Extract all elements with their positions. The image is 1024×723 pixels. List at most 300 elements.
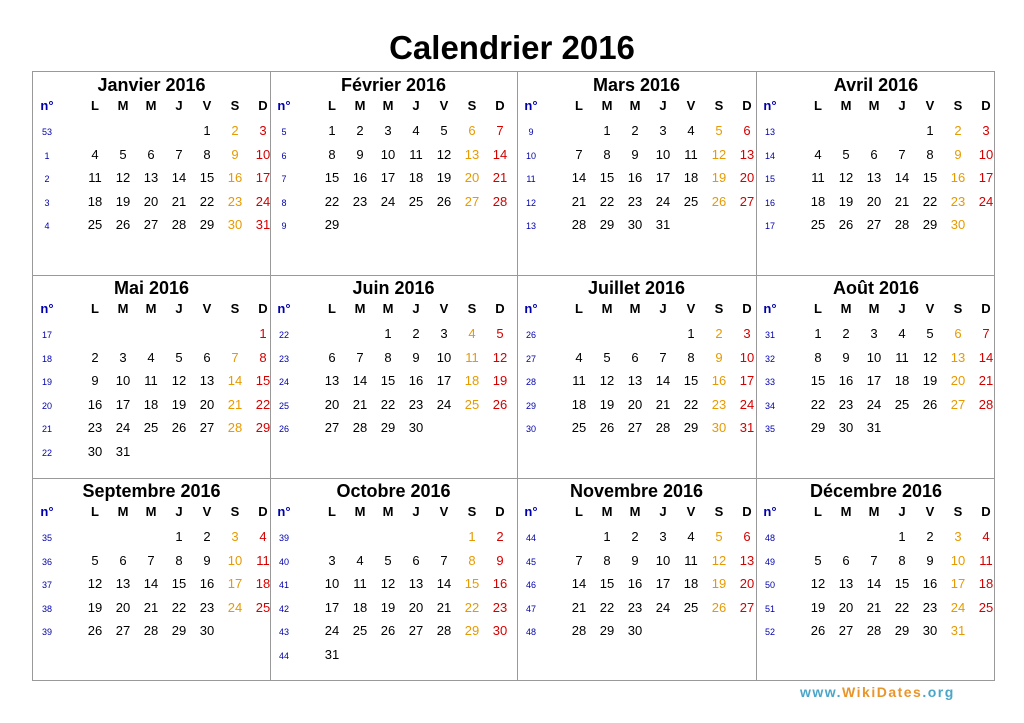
week-number: 17 [41, 330, 52, 340]
weekday-header: J [659, 301, 667, 316]
day-cell: 14 [978, 349, 994, 365]
day-cell: 15 [324, 170, 340, 185]
day-cell: 16 [922, 576, 938, 591]
weekday-header: S [714, 98, 724, 113]
day-cell: 25 [810, 217, 826, 232]
day-cell: 31 [255, 217, 271, 232]
day-cell: 2 [842, 326, 850, 341]
day-cell: 19 [171, 396, 187, 412]
week-number: 40 [278, 556, 289, 567]
week-number: 3 [44, 197, 50, 208]
day-cell: 7 [356, 349, 364, 365]
month-title: Août 2016 [832, 278, 920, 298]
weekday-header: D [495, 98, 505, 113]
week-number: 46 [525, 580, 536, 590]
day-cell: 18 [683, 576, 699, 591]
day-cell: 18 [408, 170, 424, 185]
day-cell: 1 [603, 123, 611, 138]
day-cell: 15 [922, 170, 938, 185]
day-cell: 13 [739, 146, 755, 162]
month-title: Juillet 2016 [587, 278, 686, 298]
month-title: Avril 2016 [833, 75, 919, 95]
day-cell: 25 [143, 420, 159, 435]
week-number: 32 [764, 353, 775, 364]
day-cell: 14 [894, 170, 910, 185]
day-cell: 18 [894, 373, 910, 388]
weekday-header: J [659, 98, 667, 113]
weekday-header: M [601, 504, 613, 519]
week-number: 1 [44, 150, 50, 161]
week-number: 48 [525, 627, 536, 637]
day-cell: 1 [328, 123, 336, 138]
weekday-header: L [575, 504, 583, 519]
day-cell: 11 [895, 349, 909, 365]
day-cell: 24 [655, 193, 671, 209]
weekday-header: V [686, 98, 696, 113]
day-cell: 3 [870, 326, 878, 341]
day-cell: 16 [627, 170, 643, 185]
week-number: 21 [41, 424, 52, 434]
week-number: 48 [764, 533, 775, 543]
weekday-header: V [925, 301, 935, 316]
day-cell: 6 [743, 123, 751, 138]
month-block [270, 275, 517, 478]
day-cell: 10 [739, 349, 755, 365]
weekday-header: L [814, 301, 822, 316]
day-cell: 20 [115, 599, 131, 615]
day-cell: 16 [87, 396, 103, 412]
day-cell: 10 [655, 552, 671, 568]
day-cell: 28 [571, 217, 587, 232]
day-cell: 20 [143, 193, 159, 209]
day-cell: 27 [324, 420, 340, 435]
week-number: 5 [281, 127, 287, 137]
day-cell: 10 [866, 349, 882, 365]
day-cell: 7 [982, 326, 990, 341]
day-cell: 2 [715, 326, 723, 341]
day-cell: 2 [496, 529, 504, 544]
week-number-header: n° [277, 504, 291, 519]
day-cell: 1 [926, 123, 934, 138]
day-cell: 2 [91, 349, 99, 365]
day-cell: 9 [91, 373, 99, 388]
month-title: Octobre 2016 [336, 481, 451, 501]
week-number: 39 [41, 627, 52, 637]
weekday-header: M [354, 98, 366, 113]
day-cell: 30 [922, 623, 938, 638]
day-cell: 30 [711, 420, 727, 435]
day-cell: 31 [324, 646, 340, 662]
day-cell: 30 [199, 623, 215, 638]
day-cell: 10 [950, 552, 966, 568]
week-number: 43 [278, 627, 289, 637]
day-cell: 8 [468, 552, 476, 568]
day-cell: 8 [814, 349, 822, 365]
day-cell: 23 [492, 599, 508, 615]
day-cell: 1 [814, 326, 822, 341]
weekday-header: D [742, 301, 752, 316]
weekday-header: J [898, 98, 906, 113]
day-cell: 9 [203, 552, 211, 568]
day-cell: 9 [926, 552, 934, 568]
day-cell: 13 [115, 576, 131, 591]
day-cell: 21 [571, 599, 587, 615]
week-number: 2 [44, 174, 50, 184]
week-number-header: n° [40, 504, 54, 519]
day-cell: 21 [894, 193, 910, 209]
day-cell: 3 [659, 123, 667, 138]
week-number-header: n° [763, 98, 777, 113]
day-cell: 27 [143, 217, 159, 232]
day-cell: 3 [119, 349, 127, 365]
day-cell: 17 [227, 576, 243, 591]
weekday-header: D [258, 504, 268, 519]
day-cell: 3 [328, 552, 336, 568]
day-cell: 10 [978, 146, 994, 162]
day-cell: 26 [838, 217, 854, 232]
week-number: 35 [41, 533, 52, 543]
day-cell: 6 [631, 349, 639, 365]
day-cell: 30 [950, 217, 966, 232]
day-cell: 11 [684, 146, 698, 162]
day-cell: 21 [866, 599, 882, 615]
weekday-header: M [840, 301, 852, 316]
day-cell: 16 [352, 170, 368, 185]
day-cell: 9 [631, 552, 639, 568]
day-cell: 21 [492, 170, 508, 185]
week-number: 22 [278, 330, 289, 340]
day-cell: 22 [683, 396, 699, 412]
day-cell: 8 [384, 349, 392, 365]
month-block [517, 72, 756, 275]
day-cell: 20 [627, 396, 643, 412]
day-cell: 2 [954, 123, 962, 138]
day-cell: 30 [627, 217, 643, 232]
day-cell: 12 [810, 576, 826, 591]
weekday-header: J [412, 504, 420, 519]
weekday-header: M [382, 504, 394, 519]
day-cell: 28 [143, 623, 159, 638]
week-number: 16 [764, 197, 775, 208]
day-cell: 4 [687, 529, 695, 544]
weekday-header: D [258, 98, 268, 113]
day-cell: 6 [147, 146, 155, 162]
day-cell: 9 [496, 552, 504, 568]
day-cell: 2 [203, 529, 211, 544]
weekday-header: S [467, 98, 477, 113]
day-cell: 30 [87, 443, 103, 459]
week-number: 53 [41, 127, 52, 137]
day-cell: 23 [627, 599, 643, 615]
day-cell: 4 [982, 529, 990, 544]
day-cell: 20 [838, 599, 854, 615]
day-cell: 17 [739, 373, 755, 388]
week-number: 31 [764, 330, 775, 340]
weekday-header: M [868, 98, 880, 113]
day-cell: 23 [352, 193, 368, 209]
day-cell: 3 [259, 123, 267, 138]
day-cell: 19 [711, 170, 727, 185]
week-number: 15 [764, 174, 775, 184]
day-cell: 8 [898, 552, 906, 568]
day-cell: 8 [603, 146, 611, 162]
weekday-header: V [202, 301, 212, 316]
day-cell: 15 [810, 373, 826, 388]
day-cell: 29 [683, 420, 699, 435]
day-cell: 22 [464, 599, 480, 615]
day-cell: 18 [87, 193, 103, 209]
week-number: 33 [764, 377, 775, 387]
week-number-header: n° [40, 301, 54, 316]
weekday-header: M [382, 98, 394, 113]
month-block [756, 478, 996, 681]
page-title: Calendrier 2016 [389, 29, 635, 66]
day-cell: 7 [575, 146, 583, 162]
day-cell: 11 [684, 552, 698, 568]
day-cell: 12 [599, 373, 615, 388]
month-block [270, 478, 517, 681]
weekday-header: L [814, 504, 822, 519]
week-number: 13 [764, 127, 775, 137]
weekday-header: M [145, 98, 157, 113]
weekday-header: D [742, 98, 752, 113]
day-cell: 14 [227, 373, 243, 388]
weekday-header: D [981, 504, 991, 519]
week-number: 9 [281, 221, 287, 231]
day-cell: 21 [436, 599, 452, 615]
day-cell: 20 [950, 373, 966, 388]
footer-url[interactable] [800, 683, 955, 701]
day-cell: 19 [810, 599, 826, 615]
day-cell: 27 [627, 420, 643, 435]
day-cell: 16 [492, 576, 508, 591]
day-cell: 19 [838, 193, 854, 209]
day-cell: 25 [87, 217, 103, 232]
weekday-header: L [328, 98, 336, 113]
weekday-header: M [840, 98, 852, 113]
weekday-header: L [328, 504, 336, 519]
day-cell: 28 [866, 623, 882, 638]
day-cell: 17 [655, 170, 671, 185]
day-cell: 25 [408, 193, 424, 209]
day-cell: 4 [687, 123, 695, 138]
day-cell: 28 [227, 420, 243, 435]
day-cell: 11 [409, 146, 423, 162]
day-cell: 31 [866, 420, 882, 435]
week-number: 44 [525, 533, 536, 543]
day-cell: 9 [412, 349, 420, 365]
day-cell: 28 [171, 217, 187, 232]
day-cell: 16 [408, 373, 424, 388]
weekday-header: V [925, 504, 935, 519]
day-cell: 16 [950, 170, 966, 185]
weekday-header: M [117, 301, 129, 316]
day-cell: 30 [408, 420, 424, 435]
day-cell: 24 [978, 193, 994, 209]
weekday-header: M [868, 301, 880, 316]
day-cell: 15 [380, 373, 396, 388]
month-title: Septembre 2016 [82, 481, 221, 501]
day-cell: 1 [603, 529, 611, 544]
weekday-header: M [868, 504, 880, 519]
week-number: 47 [525, 603, 536, 614]
day-cell: 22 [171, 599, 187, 615]
day-cell: 2 [926, 529, 934, 544]
day-cell: 1 [175, 529, 183, 544]
day-cell: 24 [380, 193, 396, 209]
weekday-header: M [629, 504, 641, 519]
month-block [270, 72, 517, 275]
day-cell: 15 [599, 170, 615, 185]
week-number: 17 [764, 221, 775, 231]
weekday-header: S [467, 504, 477, 519]
day-cell: 30 [838, 420, 854, 435]
day-cell: 19 [87, 599, 103, 615]
day-cell: 31 [115, 443, 131, 459]
day-cell: 12 [922, 349, 938, 365]
day-cell: 26 [171, 420, 187, 435]
day-cell: 15 [255, 373, 271, 388]
day-cell: 22 [810, 396, 826, 412]
day-cell: 1 [898, 529, 906, 544]
day-cell: 11 [979, 552, 993, 568]
day-cell: 20 [199, 396, 215, 412]
month-title: Juin 2016 [352, 278, 435, 298]
day-cell: 4 [91, 146, 99, 162]
day-cell: 19 [380, 599, 396, 615]
day-cell: 23 [87, 420, 103, 435]
weekday-header: M [145, 504, 157, 519]
day-cell: 28 [352, 420, 368, 435]
week-number: 51 [764, 603, 775, 614]
day-cell: 23 [227, 193, 243, 209]
day-cell: 4 [575, 349, 583, 365]
weekday-header: S [230, 504, 240, 519]
day-cell: 26 [711, 599, 727, 615]
weekday-header: S [953, 301, 963, 316]
day-cell: 27 [866, 217, 882, 232]
day-cell: 22 [599, 193, 615, 209]
day-cell: 22 [255, 396, 271, 412]
day-cell: 6 [203, 349, 211, 365]
month-title: Février 2016 [340, 75, 447, 95]
week-number: 41 [278, 580, 289, 590]
day-cell: 5 [384, 552, 392, 568]
day-cell: 23 [950, 193, 966, 209]
day-cell: 4 [468, 326, 476, 341]
week-number: 19 [41, 377, 52, 387]
week-number: 7 [281, 174, 287, 184]
day-cell: 9 [715, 349, 723, 365]
day-cell: 29 [599, 217, 615, 232]
month-title: Décembre 2016 [809, 481, 943, 501]
day-cell: 9 [842, 349, 850, 365]
day-cell: 21 [143, 599, 159, 615]
day-cell: 8 [603, 552, 611, 568]
weekday-header: J [898, 301, 906, 316]
day-cell: 14 [492, 146, 508, 162]
day-cell: 17 [380, 170, 396, 185]
day-cell: 9 [231, 146, 239, 162]
day-cell: 14 [571, 170, 587, 185]
day-cell: 5 [715, 529, 723, 544]
week-number: 6 [281, 150, 287, 161]
week-number: 8 [281, 197, 287, 208]
day-cell: 25 [894, 396, 910, 412]
calendar-grid [32, 71, 995, 681]
day-cell: 23 [199, 599, 215, 615]
day-cell: 31 [739, 420, 755, 435]
day-cell: 22 [324, 193, 340, 209]
day-cell: 3 [659, 529, 667, 544]
month-block [517, 478, 756, 681]
week-number: 26 [525, 330, 536, 340]
day-cell: 24 [950, 599, 966, 615]
day-cell: 14 [352, 373, 368, 388]
day-cell: 6 [328, 349, 336, 365]
day-cell: 4 [898, 326, 906, 341]
weekday-header: M [382, 301, 394, 316]
week-number-header: n° [277, 98, 291, 113]
day-cell: 1 [468, 529, 476, 544]
day-cell: 11 [144, 373, 158, 388]
day-cell: 24 [324, 623, 340, 638]
day-cell: 17 [436, 373, 452, 388]
day-cell: 11 [256, 552, 270, 568]
day-cell: 24 [739, 396, 755, 412]
day-cell: 5 [440, 123, 448, 138]
weekday-header: J [659, 504, 667, 519]
day-cell: 27 [115, 623, 131, 638]
day-cell: 14 [655, 373, 671, 388]
weekday-header: D [495, 301, 505, 316]
day-cell: 28 [571, 623, 587, 638]
day-cell: 18 [810, 193, 826, 209]
day-cell: 24 [436, 396, 452, 412]
day-cell: 19 [492, 373, 508, 388]
weekday-header: V [686, 301, 696, 316]
day-cell: 18 [352, 599, 368, 615]
weekday-header: S [230, 98, 240, 113]
day-cell: 6 [412, 552, 420, 568]
week-number: 45 [525, 556, 536, 567]
weekday-header: J [412, 301, 420, 316]
week-number: 12 [525, 197, 536, 208]
day-cell: 3 [384, 123, 392, 138]
day-cell: 27 [838, 623, 854, 638]
day-cell: 10 [115, 373, 131, 388]
day-cell: 15 [464, 576, 480, 591]
weekday-header: V [439, 98, 449, 113]
day-cell: 21 [655, 396, 671, 412]
day-cell: 20 [464, 170, 480, 185]
day-cell: 29 [810, 420, 826, 435]
weekday-header: M [840, 504, 852, 519]
week-number: 38 [41, 603, 52, 614]
month-block [517, 275, 756, 478]
day-cell: 21 [571, 193, 587, 209]
day-cell: 9 [356, 146, 364, 162]
week-number: 20 [41, 400, 52, 411]
weekday-header: S [714, 301, 724, 316]
day-cell: 8 [328, 146, 336, 162]
day-cell: 12 [380, 576, 396, 591]
day-cell: 21 [978, 373, 994, 388]
day-cell: 11 [811, 170, 825, 185]
month-title: Mai 2016 [113, 278, 190, 298]
day-cell: 19 [436, 170, 452, 185]
weekday-header: V [439, 301, 449, 316]
